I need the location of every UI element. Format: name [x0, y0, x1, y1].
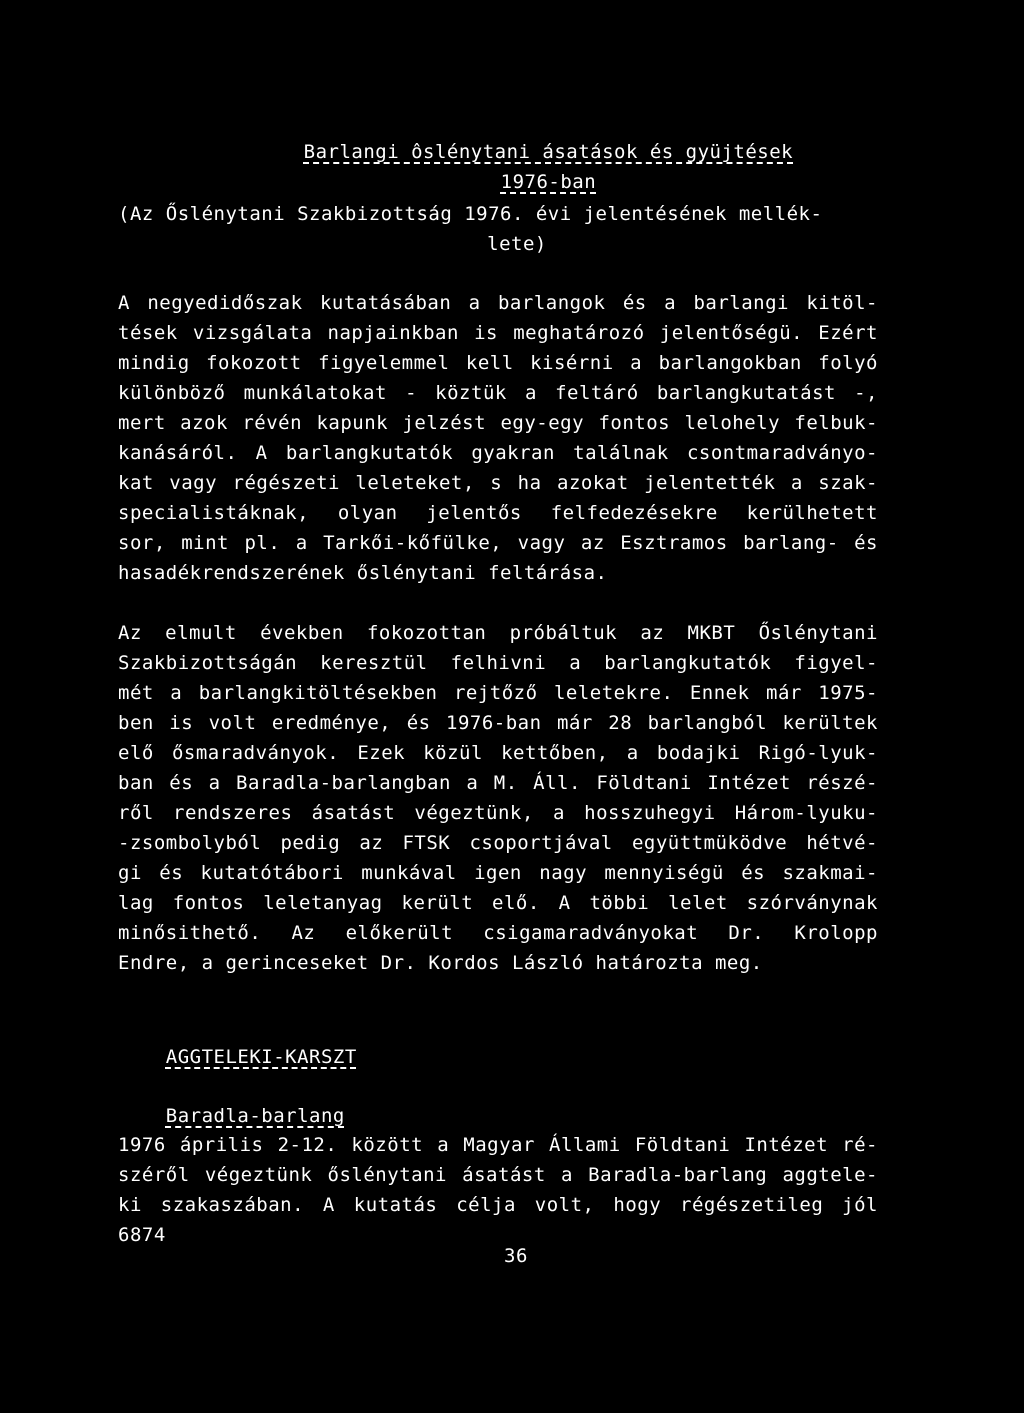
paragraph-2-line: elő ősmaradványok. Ezek közül kettőben, a bodajki Rigó-lyuk-: [118, 742, 878, 764]
page-number: 36: [504, 1245, 528, 1267]
paragraph-1-line: mert azok révén kapunk jelzést egy-egy fontos lelohely felbuk-: [118, 412, 878, 434]
subtitle-line-2: lete): [487, 233, 547, 255]
paragraph-3-line: 1976 április 2-12. között a Magyar Állami Földtani Intézet ré-: [118, 1134, 878, 1156]
paragraph-2-line: -zsombolyból pedig az FTSK csoportjával együttmüködve hétvé-: [118, 832, 878, 854]
paragraph-1-line: kat vagy régészeti leleteket, s ha azokat jelentették a szak-: [118, 472, 878, 494]
paragraph-2-line: ről rendszeres ásatást végeztünk, a hosszuhegyi Három-lyuku-: [118, 802, 878, 824]
paragraph-1-line: különböző munkálatokat - köztük a feltáró barlangkutatást -,: [118, 382, 878, 404]
paragraph-2-line: gi és kutatótábori munkával igen nagy mennyiségü és szakmai-: [118, 862, 878, 884]
paragraph-1-line: sor, mint pl. a Tarkői-kőfülke, vagy az Esztramos barlang- és: [118, 532, 878, 554]
subsection-heading-text: Baradla-barlang: [165, 1105, 345, 1127]
paragraph-1-line: hasadékrendszerének őslénytani feltárása.: [118, 562, 608, 584]
paragraph-1-line: A negyedidőszak kutatásában a barlangok és a barlangi kitöl-: [118, 292, 878, 314]
paragraph-2-line: Az elmult években fokozottan próbáltuk az MKBT Őslénytani: [118, 622, 878, 644]
paragraph-2-line: mét a barlangkitöltésekben rejtőző leletekre. Ennek már 1975-: [118, 682, 878, 704]
paragraph-2-line: ben is volt eredménye, és 1976-ban már 28 barlangból kerültek: [118, 712, 878, 734]
section-heading-text: AGGTELEKI-KARSZT: [165, 1046, 357, 1068]
paragraph-2-line: ban és a Baradla-barlangban a M. Áll. Földtani Intézet részé-: [118, 772, 878, 794]
title-line-1: Barlangi ôslénytani ásatások és gyüjtések: [303, 141, 794, 163]
subtitle-line-1: (Az Őslénytani Szakbizottság 1976. évi jelentésének mellék-: [118, 203, 823, 225]
paragraph-2-line: Szakbizottságán keresztül felhivni a barlangkutatók figyel-: [118, 652, 878, 674]
paragraph-3-line: ki szakaszában. A kutatás célja volt, hogy régészetileg jól: [118, 1194, 878, 1216]
title-line-2: 1976-ban: [500, 171, 597, 193]
paragraph-2-line: minősithető. Az előkerült csigamaradványokat Dr. Krolopp: [118, 922, 878, 944]
reference-number: 6874: [118, 1224, 166, 1246]
paragraph-2-line: lag fontos leletanyag került elő. A többi lelet szórványnak: [118, 892, 878, 914]
paragraph-1-line: tések vizsgálata napjainkban is meghatározó jelentőségü. Ezért: [118, 322, 878, 344]
paragraph-1-line: specialistáknak, olyan jelentős felfedezésekre kerülhetett: [118, 502, 878, 524]
paragraph-3-line: széről végeztünk őslénytani ásatást a Baradla-barlang aggtele-: [118, 1164, 878, 1186]
paragraph-1-line: kanásáról. A barlangkutatók gyakran találnak csontmaradványo-: [118, 442, 878, 464]
paragraph-2-line: Endre, a gerinceseket Dr. Kordos László határozta meg.: [118, 952, 763, 974]
paragraph-1-line: mindig fokozott figyelemmel kell kisérni a barlangokban folyó: [118, 352, 878, 374]
